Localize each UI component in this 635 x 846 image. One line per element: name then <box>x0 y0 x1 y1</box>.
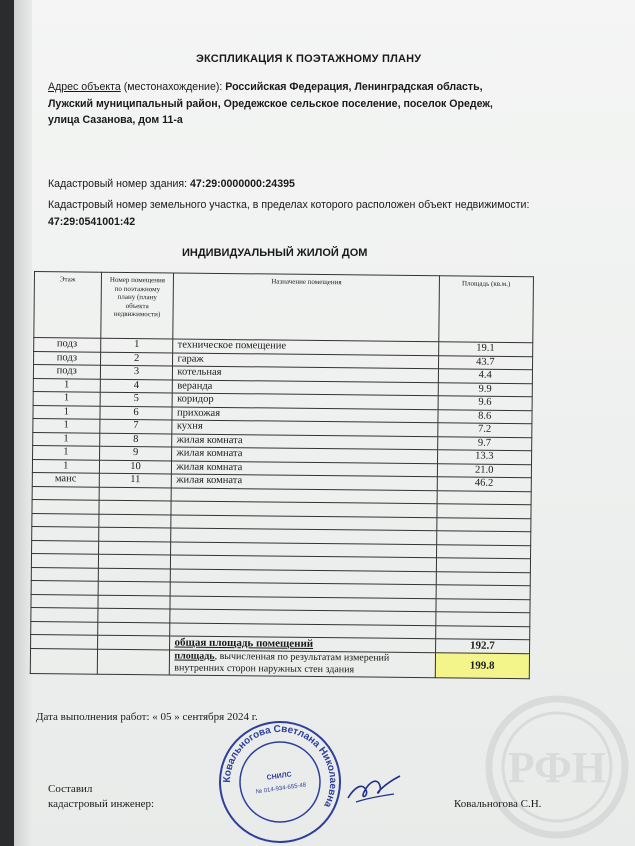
room-number-cell: 1 <box>100 338 173 352</box>
room-number-cell: 7 <box>99 419 172 433</box>
empty-cell <box>435 625 530 639</box>
building-cadastral-value: 47:29:0000000:24395 <box>190 178 295 190</box>
empty-cell <box>436 598 531 612</box>
empty-cell <box>436 544 531 558</box>
calculated-area-value: 199.8 <box>435 652 530 678</box>
empty-cell <box>31 567 98 581</box>
address-line-1: Российская Федерация, Ленинградская область, <box>225 81 483 93</box>
calculated-area-row <box>30 648 529 678</box>
empty-cell <box>98 595 171 609</box>
empty-cell <box>98 568 171 582</box>
engineer-name: Ковальногова С.Н. <box>454 798 542 810</box>
empty-cell <box>98 541 171 555</box>
total-area-label: общая площадь помещений <box>170 636 435 652</box>
empty-cell <box>32 540 99 554</box>
area-cell: 21.0 <box>437 463 532 477</box>
empty-cell <box>99 500 172 514</box>
header-floor: Этаж <box>34 272 101 339</box>
rooms-table <box>30 271 534 679</box>
empty-cell <box>98 554 171 568</box>
rfn-watermark-logo <box>482 692 632 842</box>
watermark-text: РФН <box>507 743 607 792</box>
building-cadastral-label: Кадастровый номер здания: <box>48 178 191 190</box>
empty-cell <box>98 527 171 541</box>
purpose-cell: коридор <box>173 393 438 409</box>
area-cell: 4.4 <box>438 369 533 383</box>
empty-cell <box>436 558 531 572</box>
area-cell: 9.7 <box>437 436 532 450</box>
empty-cell <box>97 622 170 636</box>
empty-cell <box>437 490 532 504</box>
floor-cell: подз <box>33 365 100 379</box>
area-cell: 19.1 <box>438 342 533 356</box>
header-area: Площадь (кв.м.) <box>438 276 533 343</box>
purpose-cell: котельная <box>173 366 438 382</box>
floor-cell: 1 <box>33 391 100 405</box>
work-date: Дата выполнения работ: « 05 » сентября 2024 г. <box>36 711 258 723</box>
land-cadastral-number <box>48 197 568 230</box>
empty-cell <box>31 553 98 567</box>
empty-cell <box>31 594 98 608</box>
empty-cell <box>32 513 99 527</box>
room-number-cell: 9 <box>99 446 172 460</box>
signature-scribble <box>344 768 404 808</box>
table-header-row <box>34 272 534 343</box>
cadastral-engineer-label: кадастровый инженер: <box>48 798 155 810</box>
empty-cell <box>436 504 531 518</box>
area-cell: 9.6 <box>438 396 533 410</box>
address-line-3: улица Сазанова, дом 11-а <box>48 114 183 126</box>
purpose-cell: жилая комната <box>172 460 437 476</box>
area-cell: 43.7 <box>438 355 533 369</box>
room-number-cell: 4 <box>100 379 173 393</box>
empty-cell <box>436 517 531 531</box>
area-cell: 46.2 <box>437 477 532 491</box>
room-number-cell: 2 <box>100 352 173 366</box>
empty-cell <box>435 612 530 626</box>
floor-cell: 1 <box>32 459 99 473</box>
stamp-center-number: № 014-934-655-48 <box>255 782 307 796</box>
document-page <box>14 0 635 846</box>
total-area-value: 192.7 <box>435 639 530 653</box>
stamp-ring-text: Ковальногова Светлана Николаевна <box>221 723 339 810</box>
floor-cell: манс <box>32 472 99 486</box>
area-cell: 8.6 <box>437 409 532 423</box>
land-cadastral-label: Кадастровый номер земельного участка, в пределах которого расположен объект недвижимости: <box>48 199 530 211</box>
address-label: Адрес объекта <box>48 81 121 93</box>
empty-cell <box>31 580 98 594</box>
area-cell: 13.3 <box>437 450 532 464</box>
purpose-cell: прихожая <box>172 406 437 422</box>
purpose-cell: кухня <box>172 420 437 436</box>
address-label-rest: (местонахождение): <box>120 81 226 93</box>
empty-cell <box>98 514 171 528</box>
room-number-cell: 3 <box>100 365 173 379</box>
purpose-cell: техническое помещение <box>173 339 438 355</box>
building-cadastral-number <box>48 178 295 190</box>
floor-cell: 1 <box>33 432 100 446</box>
purpose-cell: жилая комната <box>172 474 437 490</box>
stamp-center-label: СНИЛС <box>266 771 293 782</box>
empty-cell <box>436 531 531 545</box>
room-number-cell: 11 <box>99 473 172 487</box>
header-purpose: Назначение помещения <box>173 273 439 342</box>
purpose-cell: жилая комната <box>172 447 437 463</box>
building-type-heading: ИНДИВИДУАЛЬНЫЙ ЖИЛОЙ ДОМ <box>182 247 368 259</box>
empty-cell <box>436 571 531 585</box>
empty-cell <box>31 621 98 635</box>
purpose-cell: веранда <box>173 379 438 395</box>
area-cell: 7.2 <box>437 423 532 437</box>
floor-cell: 1 <box>33 445 100 459</box>
room-number-cell: 6 <box>100 406 173 420</box>
floor-cell: 1 <box>33 418 100 432</box>
floor-cell: 1 <box>33 378 100 392</box>
object-address <box>48 79 518 129</box>
room-number-cell: 10 <box>99 460 172 474</box>
empty-cell <box>99 487 172 501</box>
floor-cell: подз <box>34 351 101 365</box>
header-room-number: Номер помещения по поэтажному плану (плану объекта недвижимости) <box>100 272 174 339</box>
empty-cell <box>32 526 99 540</box>
room-number-cell: 8 <box>99 433 172 447</box>
svg-text:Ковальногова Светлана Николаев <box>215 718 342 824</box>
floor-cell: 1 <box>33 405 100 419</box>
empty-cell <box>32 486 99 500</box>
calculated-area-label: площадь, вычисленная по результатам измерений внутренних сторон наружных стен здания <box>170 649 435 677</box>
purpose-cell: жилая комната <box>172 433 437 449</box>
empty-cell <box>436 585 531 599</box>
address-line-2: Лужский муниципальный район, Оредежское сельское поселение, поселок Оредеж, <box>48 97 493 110</box>
purpose-cell: гараж <box>173 352 438 368</box>
empty-cell <box>98 581 171 595</box>
land-cadastral-value: 47:29:0541001:42 <box>48 215 136 228</box>
room-number-cell: 5 <box>100 392 173 406</box>
floor-cell: подз <box>34 338 101 352</box>
document-title: ЭКСПЛИКАЦИЯ К ПОЭТАЖНОМУ ПЛАНУ <box>196 53 422 65</box>
compiled-by-label: Составил <box>48 783 93 795</box>
empty-cell <box>97 608 170 622</box>
area-cell: 9.9 <box>438 382 533 396</box>
engineer-stamp <box>210 718 350 846</box>
page-binding-edge <box>14 0 32 846</box>
empty-cell <box>31 607 98 621</box>
empty-cell <box>32 499 99 513</box>
